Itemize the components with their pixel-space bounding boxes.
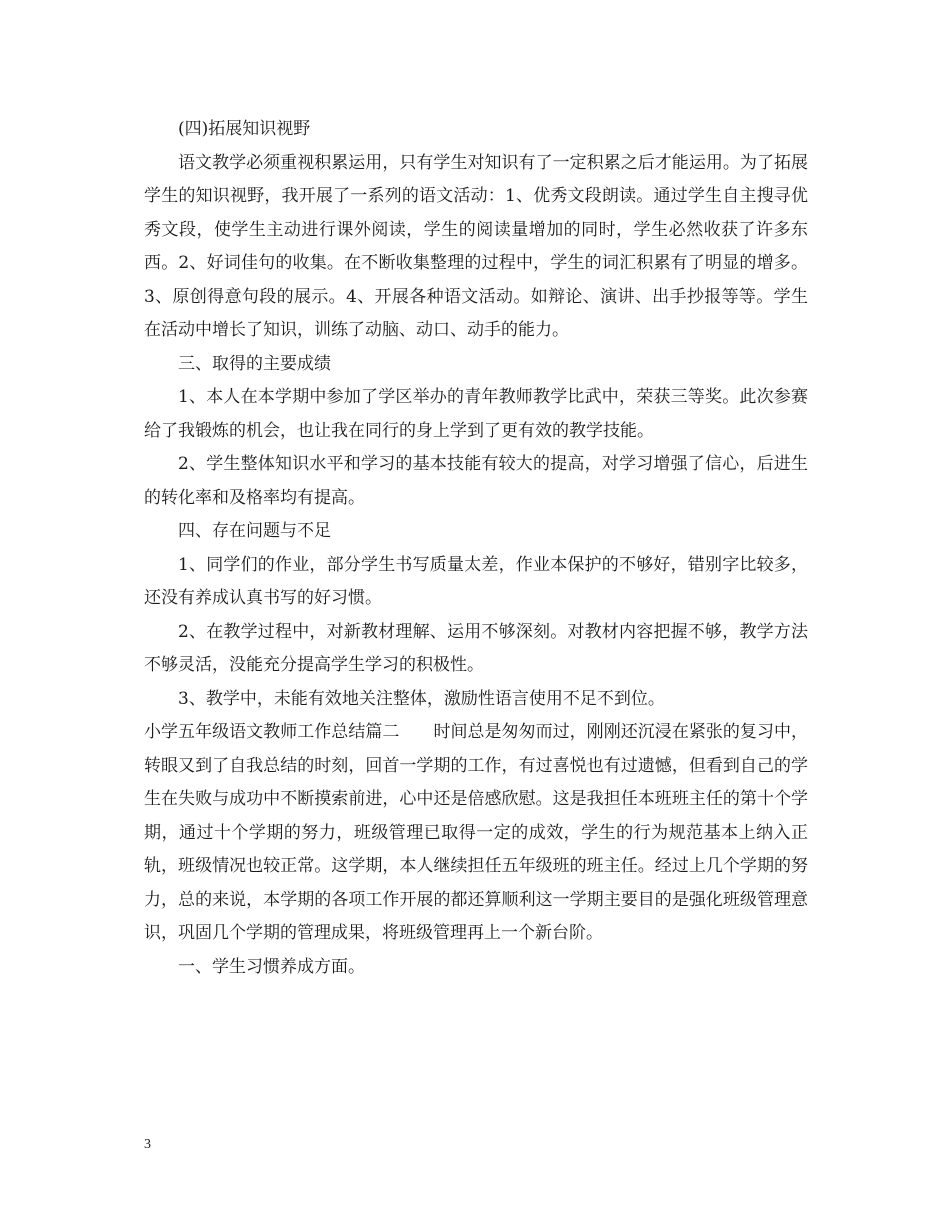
- body-paragraph: 1、本人在本学期中参加了学区举办的青年教师教学比武中，荣获三等奖。此次参赛给了我锻炼的机会，也让我在同行的身上学到了更有效的教学技能。: [144, 387, 808, 441]
- page-number: 3: [144, 1137, 151, 1152]
- body-paragraph: 2、在教学过程中，对新教材理解、运用不够深刻。对教材内容把握不够，教学方法不够灵活，没能充分提高学生学习的积极性。: [144, 621, 808, 675]
- section-heading-habits: 一、学生习惯养成方面。: [178, 956, 365, 977]
- body-paragraph: 3、教学中，未能有效地关注整体，激励性语言使用不足不到位。: [178, 688, 665, 709]
- document-page: [144, 113, 808, 984]
- body-paragraph: 语文教学必须重视积累运用，只有学生对知识有了一定积累之后才能运用。为了拓展学生的知识视野，我开展了一系列的语文活动：1、优秀文段朗读。通过学生自主搜寻优秀文段，使学生主动进行课外阅读，学生的阅读量增加的同时，学生必然收获了许多东西。2、好词佳句的收集。在不断收集整理的过程中，学生的词汇积累有了明显的增多。3、原创得意句段的展示。4、开展各种语文活动。如辩论、演讲、出手抄报等等。学生在活动中增长了知识，训练了动脑、动口、动手的能力。: [144, 152, 808, 340]
- section-heading-problems: 四、存在问题与不足: [178, 521, 331, 541]
- article-two-intro: 小学五年级语文教师工作总结篇二 时间总是匆匆而过，刚刚还沉浸在紧张的复习中，转眼又到了自我总结的时刻，回首一学期的工作，有过喜悦也有过遗憾，但看到自己的学生在失败与成功中不断摸索前进，心中还是倍感欣慰。这是我担任本班班主任的第十个学期，通过十个学期的努力，班级管理已取得一定的成效，学生的行为规范基本上纳入正轨，班级情况也较正常。这学期，本人继续担任五年级班的班主任。经过上几个学期的努力，总的来说，本学期的各项工作开展的都还算顺利这一学期主要目的是强化班级管理意识，巩固几个学期的管理成果，将班级管理再上一个新台阶。: [144, 722, 808, 943]
- section-heading-expand-knowledge: (四)拓展知识视野: [178, 119, 311, 139]
- body-paragraph: 2、学生整体知识水平和学习的基本技能有较大的提高，对学习增强了信心，后进生的转化率和及格率均有提高。: [144, 454, 808, 508]
- body-paragraph: 1、同学们的作业，部分学生书写质量太差，作业本保护的不够好，错别字比较多，还没有养成认真书写的好习惯。: [144, 554, 808, 608]
- section-heading-achievements: 三、取得的主要成绩: [178, 353, 331, 374]
